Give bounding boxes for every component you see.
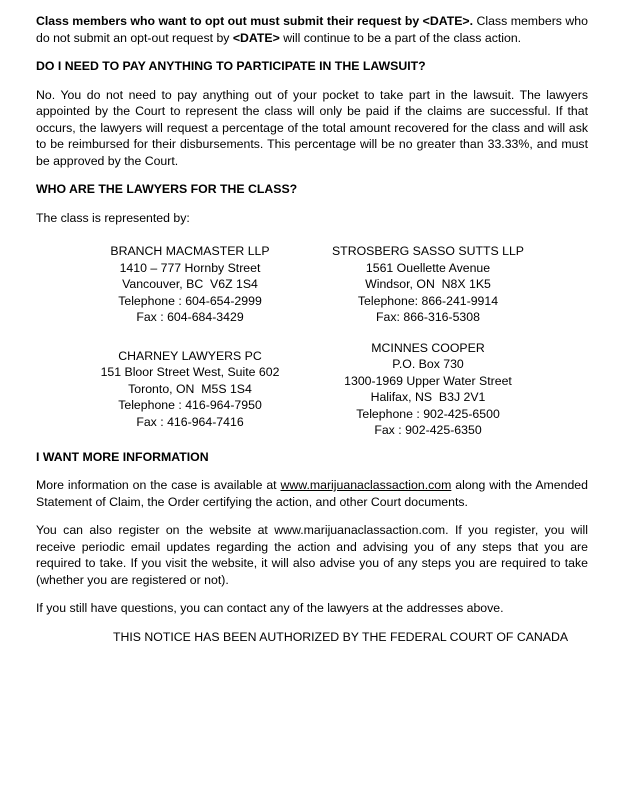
law-firm-strosberg-sasso-sutts: [290, 243, 566, 326]
court-authorization-line: THIS NOTICE HAS BEEN AUTHORIZED BY THE FEDERAL COURT OF CANADA: [113, 629, 569, 644]
firm-name: BRANCH MACMASTER LLP: [110, 244, 270, 258]
firm-telephone-line: Telephone : 604-654-2999: [118, 293, 262, 308]
firm-fax-line: Fax : 604-684-3429: [136, 310, 244, 324]
firm-address-line: 1300-1969 Upper Water Street: [344, 373, 512, 388]
more-info-after-link-text: along with the Amended Statement of Claim, the Order certifying the action, and other Court documents.: [36, 478, 588, 509]
marijuana-class-action-link[interactable]: www.marijuanaclassaction.com: [280, 478, 452, 492]
pay-section-body: No. You do not need to pay anything out of your pocket to take part in the lawsuit. The lawyers appointed by the Court to represent the class will only be paid if the claims are successful. If that occurs, the lawyers will request a percentage of the total amount recovered for the class and will ask to be reimbursed for their disbursements. This percentage will be no greater than 33.33%, and must be approved by the Court.: [36, 87, 588, 168]
firm-address-line: 151 Bloor Street West, Suite 602: [100, 365, 280, 380]
firm-fax-line: Fax : 416-964-7416: [136, 414, 244, 429]
firm-telephone-line: Telephone: 866-241-9914: [357, 293, 499, 308]
firm-address-line: P.O. Box 730: [392, 357, 464, 371]
more-info-before-link-text: More information on the case is available at: [36, 478, 281, 492]
opt-out-middle-text: Class members who do not submit an opt-out request by: [36, 14, 588, 45]
firm-fax-line: Fax: 866-316-5308: [376, 310, 480, 324]
lawyers-section-heading: WHO ARE THE LAWYERS FOR THE CLASS?: [36, 182, 298, 196]
represented-by-text: The class is represented by:: [36, 210, 190, 225]
firm-address-line: 1561 Ouellette Avenue: [365, 260, 491, 275]
questions-paragraph: If you still have questions, you can contact any of the lawyers at the addresses above.: [36, 601, 504, 615]
law-firm-mcinnes-cooper: [290, 340, 566, 439]
firm-name: CHARNEY LAWYERS PC: [118, 348, 262, 363]
law-firms-section: [36, 243, 588, 439]
firm-telephone-line: Telephone : 902-425-6500: [356, 406, 500, 421]
law-firm-branch-macmaster: [52, 243, 328, 326]
firm-address-line: Windsor, ON N8X 1K5: [365, 277, 491, 291]
firm-telephone-line: Telephone : 416-964-7950: [118, 398, 262, 413]
opt-out-date-placeholder: <DATE>: [232, 30, 280, 45]
firm-address-line: Halifax, NS B3J 2V1: [370, 390, 486, 404]
pay-section-heading: DO I NEED TO PAY ANYTHING TO PARTICIPATE IN THE LAWSUIT?: [36, 59, 426, 73]
more-info-heading: I WANT MORE INFORMATION: [36, 449, 209, 464]
firm-name: MCINNES COOPER: [371, 340, 485, 355]
firm-address-line: Toronto, ON M5S 1S4: [128, 381, 252, 396]
register-paragraph: You can also register on the website at www.marijuanaclassaction.com. If you register, you will receive periodic email updates regarding the action and advising you of any steps that you are required to take. If you visit the website, it will also advise you of any steps you are required to take (whether you are registered or not).: [36, 523, 588, 587]
opt-out-deadline-bold-text: Class members who want to opt out must submit their request by <DATE>.: [36, 14, 474, 28]
firm-fax-line: Fax : 902-425-6350: [374, 423, 482, 437]
firm-name: STROSBERG SASSO SUTTS LLP: [331, 244, 525, 258]
firm-address-line: 1410 – 777 Hornby Street: [119, 260, 261, 275]
opt-out-paragraph: [36, 13, 588, 46]
opt-out-tail-text: will continue to be a part of the class action.: [279, 30, 522, 45]
law-firm-row-top: [36, 243, 588, 326]
more-info-paragraph: [36, 477, 588, 510]
law-firm-row-bottom: [36, 340, 588, 439]
law-firm-charney-lawyers: [52, 348, 328, 431]
firm-address-line: Vancouver, BC V6Z 1S4: [122, 277, 258, 291]
